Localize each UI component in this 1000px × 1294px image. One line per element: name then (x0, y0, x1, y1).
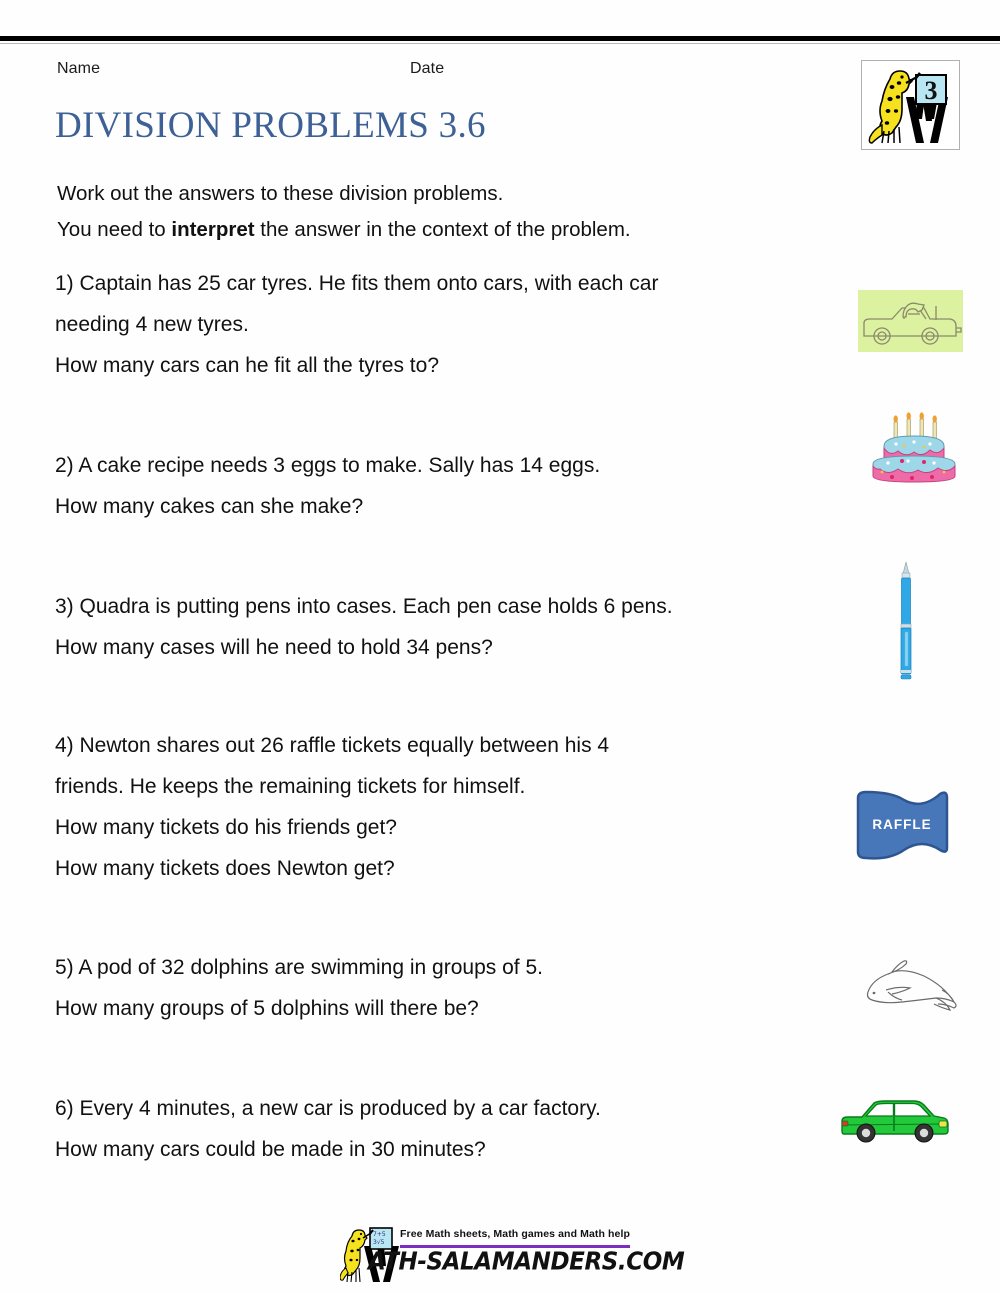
question-4-line-2: friends. He keeps the remaining tickets for himself. (55, 775, 526, 798)
question-6-line-2: How many cars could be made in 30 minutes? (55, 1138, 486, 1161)
question-4-line-4: How many tickets does Newton get? (55, 857, 395, 880)
question-4-line-3: How many tickets do his friends get? (55, 816, 397, 839)
question-5-line-1: 5) A pod of 32 dolphins are swimming in groups of 5. (55, 956, 543, 979)
header-logo-number: 3 (924, 76, 938, 105)
footer-wordmark: ATH-SALAMANDERS.COM (368, 1248, 685, 1277)
instructions-emphasis-interpret: interpret (171, 218, 255, 241)
green-car-icon (836, 1095, 952, 1147)
instructions-line-2-prefix: You need to (57, 218, 172, 241)
name-label: Name (57, 60, 101, 77)
question-6-line-1: 6) Every 4 minutes, a new car is produced by a car factory. (55, 1097, 601, 1120)
instructions-line-2 (57, 212, 857, 248)
question-2-line-2: How many cakes can she make? (55, 495, 364, 518)
question-1 (55, 263, 845, 386)
svg-text:3√5: 3√5 (373, 1239, 385, 1246)
date-label: Date (410, 60, 445, 77)
question-1-line-1: 1) Captain has 25 car tyres. He fits them onto cars, with each car (55, 272, 659, 295)
instructions-line-2-suffix: the answer in the context of the problem. (254, 218, 631, 241)
question-3 (55, 586, 845, 668)
footer (0, 1222, 1000, 1292)
page-title: DIVISION PROBLEMS 3.6 (55, 105, 486, 146)
question-2 (55, 445, 845, 527)
footer-tagline: Free Math sheets, Math games and Math help (400, 1228, 630, 1240)
question-6 (55, 1088, 845, 1170)
dolphin-outline-icon (858, 958, 968, 1016)
raffle-flag-icon (852, 788, 954, 866)
page-top-rule-shadow (0, 43, 1000, 44)
raffle-flag-label: RAFFLE (872, 817, 932, 832)
question-5-line-2: How many groups of 5 dolphins will there be? (55, 997, 479, 1020)
page-top-rule (0, 36, 1000, 41)
question-3-line-1: 3) Quadra is putting pens into cases. Each pen case holds 6 pens. (55, 595, 673, 618)
question-3-line-2: How many cases will he need to hold 34 pens? (55, 636, 493, 659)
car-with-driver-icon (858, 290, 963, 352)
header-salamander-logo (861, 60, 960, 150)
question-1-line-2: needing 4 new tyres. (55, 313, 249, 336)
birthday-cake-icon (868, 406, 960, 484)
blue-pen-icon (894, 560, 920, 682)
question-4 (55, 725, 845, 889)
header-logo-artwork (862, 61, 959, 149)
question-2-line-1: 2) A cake recipe needs 3 eggs to make. Sally has 14 eggs. (55, 454, 601, 477)
instructions-line-1: Work out the answers to these division problems. (57, 182, 504, 205)
svg-text:7+5: 7+5 (373, 1231, 386, 1238)
question-1-line-3: How many cars can he fit all the tyres to? (55, 354, 439, 377)
instructions-block (57, 176, 857, 248)
question-4-line-1: 4) Newton shares out 26 raffle tickets equally between his 4 (55, 734, 610, 757)
question-5 (55, 947, 845, 1029)
